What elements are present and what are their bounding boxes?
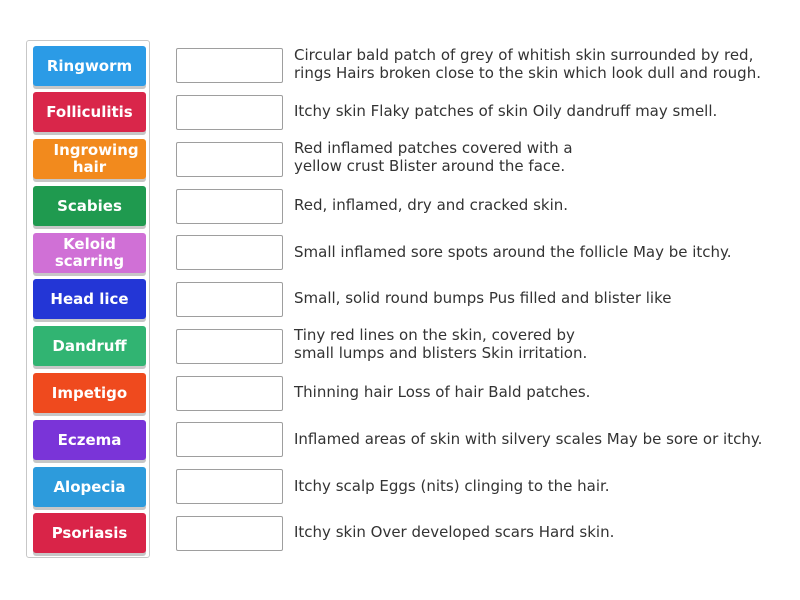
tile-label: Eczema — [57, 430, 122, 449]
description-text: Circular bald patch of grey of whitish skin surrounded by red, rings Hairs broken close to the skin which look dull and rough. — [294, 46, 761, 82]
answer-drop-box[interactable] — [176, 235, 283, 270]
answer-drop-box[interactable] — [176, 376, 283, 411]
answer-drop-box[interactable] — [176, 516, 283, 551]
description-text: Itchy skin Flaky patches of skin Oily dandruff may smell. — [294, 102, 718, 120]
tile-label: Keloid scarring — [54, 235, 125, 270]
description-text: Inflamed areas of skin with silvery scales May be sore or itchy. — [294, 430, 763, 448]
description-text: Red, inflamed, dry and cracked skin. — [294, 196, 569, 214]
description-text: Red inflamed patches covered with a yellow crust Blister around the face. — [294, 139, 573, 175]
tile-psoriasis[interactable] — [33, 513, 146, 553]
tile-folliculitis[interactable] — [33, 92, 146, 132]
answer-drop-box[interactable] — [176, 469, 283, 504]
tile-label: Ringworm — [46, 56, 133, 75]
description-text: Itchy scalp Eggs (nits) clinging to the hair. — [294, 477, 610, 495]
tile-label: Scabies — [57, 196, 122, 215]
description-text: Small, solid round bumps Pus filled and blister like — [294, 289, 672, 307]
tile-dandruff[interactable] — [33, 326, 146, 366]
answer-drop-box[interactable] — [176, 282, 283, 317]
tile-impetigo[interactable] — [33, 373, 146, 413]
answer-drop-box[interactable] — [176, 422, 283, 457]
tile-eczema[interactable] — [33, 420, 146, 460]
tile-label: Psoriasis — [51, 523, 128, 542]
tile-keloid-scarring[interactable] — [33, 233, 146, 273]
tile-label: Head lice — [50, 289, 129, 308]
tile-head-lice[interactable] — [33, 279, 146, 319]
description-text: Tiny red lines on the skin, covered by small lumps and blisters Skin irritation. — [294, 326, 588, 362]
tile-ringworm[interactable] — [33, 46, 146, 86]
tile-label: Alopecia — [53, 477, 126, 496]
answer-drop-box[interactable] — [176, 95, 283, 130]
tile-label: Folliculitis — [46, 102, 133, 121]
tile-label: Ingrowing hair — [53, 141, 139, 176]
tile-label: Impetigo — [51, 383, 128, 402]
tile-ingrowing-hair[interactable] — [33, 139, 146, 179]
tile-alopecia[interactable] — [33, 467, 146, 507]
tile-label: Dandruff — [52, 336, 127, 355]
description-text: Thinning hair Loss of hair Bald patches. — [294, 383, 591, 401]
answer-drop-box[interactable] — [176, 189, 283, 224]
description-text: Itchy skin Over developed scars Hard skin. — [294, 523, 615, 541]
answer-drop-box[interactable] — [176, 142, 283, 177]
tile-scabies[interactable] — [33, 186, 146, 226]
answer-drop-box[interactable] — [176, 329, 283, 364]
description-text: Small inflamed sore spots around the follicle May be itchy. — [294, 243, 732, 261]
answer-drop-box[interactable] — [176, 48, 283, 83]
